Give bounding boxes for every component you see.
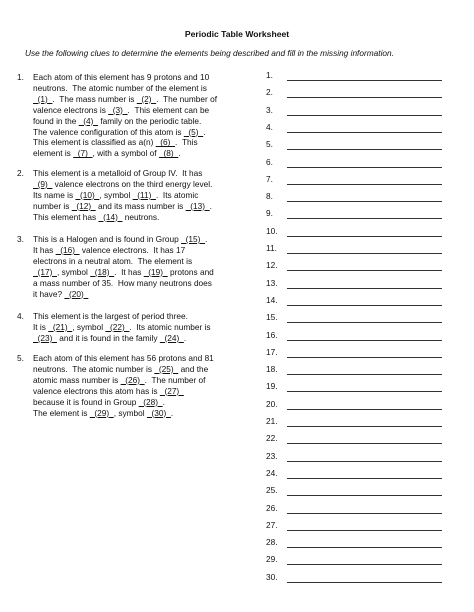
blank-reference: (10): [75, 189, 100, 200]
clue-number: 1.: [17, 72, 24, 82]
answer-blank-line[interactable]: [287, 305, 442, 306]
clue-text: This element is classified as a(n): [33, 137, 156, 148]
clue-text: Each atom of this element has 9 protons and 10: [33, 72, 210, 82]
answer-row: [266, 398, 446, 411]
blank-reference: (22): [105, 321, 130, 332]
clue-text: .: [209, 200, 212, 211]
answer-row: [266, 484, 446, 497]
clue-text: This element is the largest of period three.: [33, 311, 188, 321]
answer-number: 2.: [266, 87, 273, 98]
clue-text: .: [203, 126, 206, 137]
answer-row: [266, 380, 446, 393]
blank-reference: (21): [48, 321, 73, 332]
clue-number: 4.: [17, 311, 24, 321]
clue-text: valence electrons on the third energy level.: [52, 178, 213, 189]
clue-line: [33, 83, 262, 94]
clue-line: [33, 333, 262, 344]
clue-text: .: [205, 234, 208, 244]
answer-blank-line[interactable]: [287, 167, 442, 168]
blank-reference: (19): [143, 266, 168, 277]
clue-text: Its name is: [33, 189, 76, 200]
blank-reference: (8): [158, 148, 179, 159]
answer-row: [266, 553, 446, 566]
clue-item: [17, 311, 262, 344]
clue-text: found in the: [33, 115, 79, 126]
answer-row: [266, 69, 446, 82]
clue-text: The element is: [33, 407, 90, 418]
answer-blank-line[interactable]: [287, 184, 442, 185]
clue-item: [17, 234, 262, 299]
answer-blank-line[interactable]: [287, 322, 442, 323]
clue-line: [33, 201, 262, 212]
clue-line: [33, 408, 262, 419]
clue-line: [33, 278, 262, 289]
clue-text: , symbol: [113, 407, 147, 418]
answer-blank-line[interactable]: [287, 236, 442, 237]
clue-line: [33, 397, 262, 408]
clue-text: neutrons. The atomic number of the element is: [33, 82, 207, 93]
blank-reference: (13): [185, 200, 210, 211]
answer-row: [266, 311, 446, 324]
blank-reference: (1): [33, 93, 53, 104]
answer-row: [266, 363, 446, 376]
answer-row: [266, 259, 446, 272]
clue-line: [33, 72, 262, 83]
answer-number: 25.: [266, 485, 278, 496]
clue-line: [33, 311, 262, 322]
clue-text: . Its atomic number is: [129, 321, 211, 332]
clue-line: [33, 212, 262, 223]
blank-reference: (17): [33, 266, 57, 277]
clue-line: [33, 364, 262, 375]
answer-row: [266, 207, 446, 220]
answer-number: 11.: [266, 243, 277, 253]
answer-row: [266, 138, 446, 151]
answer-row: [266, 225, 446, 238]
clue-text: .: [183, 332, 187, 343]
answer-row: [266, 450, 446, 463]
answer-number: 10.: [266, 225, 278, 236]
clue-text: valence electrons is: [33, 104, 109, 115]
clue-text: number is: [33, 200, 72, 211]
answer-row: [266, 156, 446, 169]
answer-blank-line[interactable]: [287, 426, 442, 427]
clue-text: , symbol: [99, 189, 133, 200]
blank-reference: (12): [71, 200, 96, 211]
clue-text: , with a symbol of: [92, 148, 159, 159]
answer-blank-line[interactable]: [287, 495, 442, 496]
answer-number: 3.: [266, 104, 273, 115]
answer-number: 12.: [266, 260, 278, 271]
clue-text: a mass number of 35. How many neutrons does: [33, 277, 212, 288]
answer-blank-line[interactable]: [287, 253, 442, 254]
instructions: Use the following clues to determine the elements being described and fill in the missing information.: [25, 48, 394, 58]
clue-line: [33, 127, 262, 138]
answer-number: 18.: [266, 364, 278, 375]
answer-number: 21.: [266, 416, 278, 426]
clue-text: .: [178, 148, 181, 159]
clue-text: element is: [33, 148, 74, 159]
answer-blank-line[interactable]: [287, 443, 442, 444]
clue-text: .: [162, 396, 165, 407]
answer-blank-line[interactable]: [287, 409, 442, 410]
answer-blank-line[interactable]: [287, 218, 442, 219]
answer-row: [266, 346, 446, 359]
answer-number: 27.: [266, 519, 278, 530]
answer-row: [266, 294, 446, 307]
clue-line: [33, 94, 262, 105]
clue-item: [17, 353, 262, 418]
answer-number: 16.: [266, 329, 278, 340]
answer-blank-line[interactable]: [287, 270, 442, 271]
answer-row: [266, 571, 446, 584]
answer-number: 6.: [266, 156, 273, 167]
answer-blank-line[interactable]: [287, 478, 442, 479]
blank-reference: (5): [183, 126, 204, 137]
clue-line: [33, 386, 262, 397]
clue-line: [33, 375, 262, 386]
answer-number: 13.: [266, 277, 278, 288]
answer-row: [266, 432, 446, 445]
clue-text: family on the periodic table.: [98, 115, 202, 126]
clue-text: Each atom of this element has 56 protons and 81: [33, 353, 214, 363]
clue-line: [33, 289, 262, 300]
clue-text: . Its atomic: [155, 189, 199, 200]
clue-line: [33, 168, 262, 179]
clue-line: [33, 179, 262, 190]
clue-line: [33, 148, 262, 159]
answer-number: 22.: [266, 433, 278, 444]
answer-number: 19.: [266, 381, 278, 392]
clue-text: electrons in a neutral atom. The element is: [33, 255, 193, 266]
answer-row: [266, 277, 446, 290]
answer-number: 5.: [266, 139, 273, 150]
answer-number: 28.: [266, 537, 278, 548]
answer-row: [266, 519, 446, 532]
answer-blank-line[interactable]: [287, 132, 442, 133]
clue-number: 2.: [17, 168, 24, 178]
answer-row: [266, 329, 446, 342]
clue-text: atomic mass number is: [33, 374, 121, 385]
clue-item: [17, 72, 262, 159]
answer-number: 29.: [266, 554, 278, 565]
page-title: Periodic Table Worksheet: [184, 29, 290, 39]
answer-blank-line[interactable]: [287, 547, 442, 548]
answer-row: [266, 242, 446, 255]
clue-number: 3.: [17, 234, 24, 244]
blank-reference: (15): [181, 234, 206, 244]
clue-number: 5.: [17, 353, 24, 363]
answer-blank-line[interactable]: [287, 115, 442, 116]
clue-line: [33, 267, 262, 278]
clue-text: protons and: [167, 266, 214, 277]
answer-number: 17.: [266, 346, 278, 357]
blank-reference: (7): [73, 148, 93, 159]
answer-blank-line[interactable]: [287, 201, 442, 202]
clue-line: [33, 353, 262, 364]
answer-row: [266, 173, 446, 186]
blank-reference: (24): [159, 332, 184, 343]
clue-text: neutrons.: [122, 211, 160, 222]
answer-blank-line[interactable]: [287, 391, 442, 392]
answer-number: 1.: [266, 70, 273, 80]
answer-blank-line[interactable]: [287, 582, 442, 583]
clue-item: [17, 168, 262, 223]
answer-row: [266, 415, 446, 428]
answer-number: 8.: [266, 191, 273, 202]
blank-reference: (27): [159, 385, 184, 396]
answer-blank-line[interactable]: [287, 461, 442, 462]
clue-text: . This element can be: [127, 104, 210, 115]
clue-line: [33, 116, 262, 127]
answer-row: [266, 536, 446, 549]
answer-number: 9.: [266, 208, 273, 219]
clue-text: The valence configuration of this atom is: [33, 126, 184, 137]
answer-blank-line[interactable]: [287, 513, 442, 514]
blank-reference: (4): [78, 115, 99, 126]
answer-number: 14.: [266, 294, 278, 305]
answer-row: [266, 121, 446, 134]
clue-text: This is a Halogen and is found in Group: [33, 234, 182, 244]
clue-text: , symbol: [72, 321, 106, 332]
blank-reference: (26): [120, 374, 145, 385]
blank-reference: (3): [108, 104, 128, 115]
clue-text: This element is a metalloid of Group IV. It has: [33, 168, 203, 178]
answer-number: 7.: [266, 173, 273, 184]
blank-reference: (20): [64, 288, 89, 299]
clue-line: [33, 137, 262, 148]
answer-row: [266, 502, 446, 515]
answer-number: 20.: [266, 398, 278, 409]
clue-text: , symbol: [56, 266, 91, 277]
answer-number: 15.: [266, 312, 278, 323]
clue-text: . It has: [114, 266, 144, 277]
blank-reference: (23): [33, 332, 57, 343]
blank-reference: (25): [154, 363, 179, 374]
blank-reference: (18): [90, 266, 115, 277]
clue-text: It has: [33, 244, 56, 255]
clue-text: valence electrons this atom has is: [33, 385, 160, 396]
clue-text: neutrons. The atomic number is: [33, 363, 155, 374]
blank-reference: (28): [138, 396, 163, 407]
clue-line: [33, 234, 262, 245]
clue-text: . The mass number is: [52, 93, 137, 104]
clue-text: and the: [178, 363, 209, 374]
clue-text: it have?: [33, 288, 65, 299]
answer-blank-line[interactable]: [287, 564, 442, 565]
clue-text: .: [170, 407, 174, 418]
answer-row: [266, 467, 446, 480]
blank-reference: (6): [155, 137, 176, 148]
answer-number: 30.: [266, 571, 278, 582]
answer-blank-line[interactable]: [287, 288, 442, 289]
answer-row: [266, 86, 446, 99]
answer-blank-line[interactable]: [287, 80, 442, 81]
answer-blank-line[interactable]: [287, 357, 442, 358]
clue-text: . The number of: [156, 93, 218, 104]
blank-reference: (2): [136, 93, 157, 104]
blank-reference: (30): [146, 407, 171, 418]
clue-line: [33, 245, 262, 256]
answer-blank-line[interactable]: [287, 97, 442, 98]
clue-text: because it is found in Group: [33, 396, 139, 407]
blank-reference: (16): [55, 244, 80, 255]
answer-row: [266, 104, 446, 117]
answer-number: 4.: [266, 121, 273, 132]
clue-line: [33, 256, 262, 267]
answer-blank-line[interactable]: [287, 530, 442, 531]
blank-reference: (14): [98, 211, 123, 222]
answer-number: 23.: [266, 450, 278, 461]
blank-reference: (11): [132, 189, 156, 200]
clue-line: [33, 190, 262, 201]
answer-blank-line[interactable]: [287, 340, 442, 341]
clue-text: valence electrons. It has 17: [79, 244, 186, 255]
clue-text: It is: [33, 321, 49, 332]
blank-reference: (29): [89, 407, 114, 418]
clue-text: and its mass number is: [95, 200, 186, 211]
answer-number: 24.: [266, 467, 278, 478]
clue-text: and it is found in the family: [56, 332, 160, 343]
clue-text: . This: [175, 137, 198, 148]
answer-blank-line[interactable]: [287, 149, 442, 150]
clue-text: This element has: [33, 211, 99, 222]
answer-number: 26.: [266, 502, 278, 513]
clue-text: . The number of: [144, 374, 206, 385]
answer-blank-line[interactable]: [287, 374, 442, 375]
clue-line: [33, 105, 262, 116]
answer-row: [266, 190, 446, 203]
blank-reference: (9): [33, 178, 53, 189]
clue-line: [33, 322, 262, 333]
